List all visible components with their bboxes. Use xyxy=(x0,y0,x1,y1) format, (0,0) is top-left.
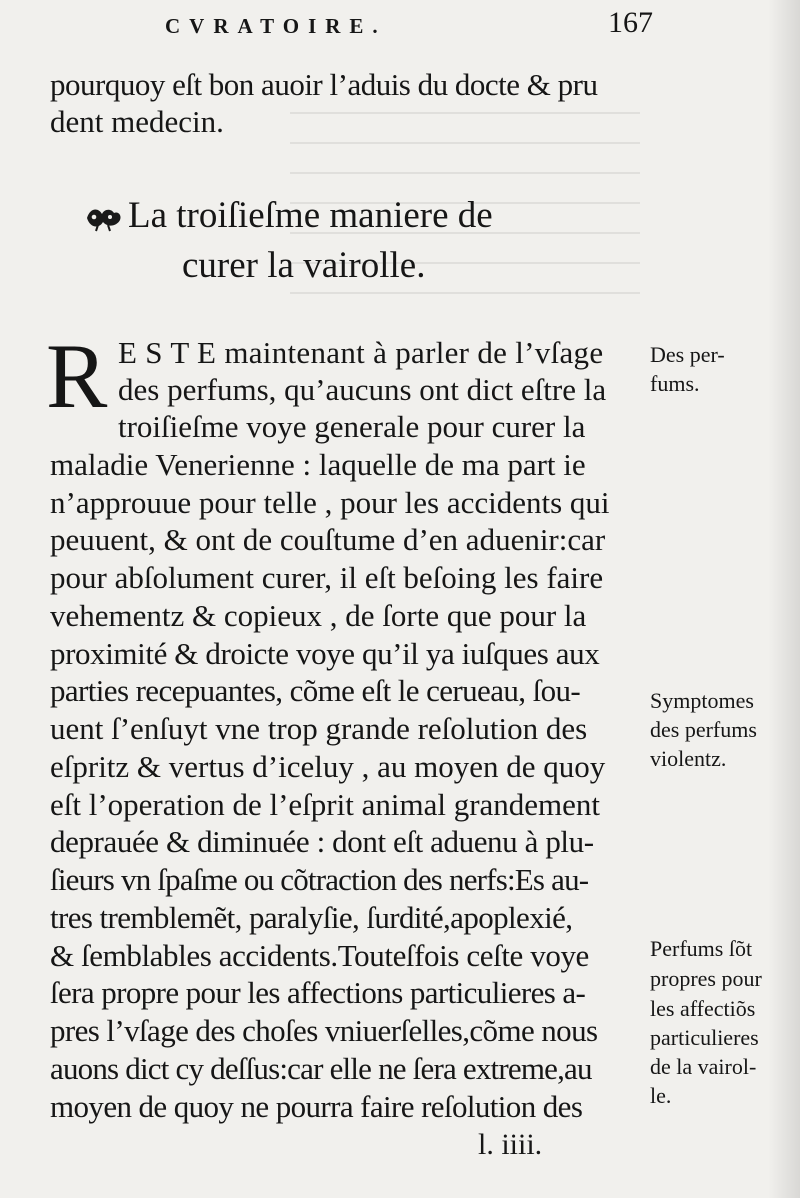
body-line: moyen de quoy ne pourra faire reſolution des xyxy=(50,1089,583,1124)
margin-note-line: Symptomes xyxy=(650,688,754,713)
body-line: ſieurs vn ſpaſme ou cõtraction des nerfs:Es au- xyxy=(50,862,589,897)
margin-note-line: particulieres xyxy=(650,1025,759,1050)
body-line: troiſieſme voye generale pour curer la xyxy=(118,409,586,444)
margin-note-line: de la vairol- xyxy=(650,1054,757,1079)
body-line: pres l’vſage des choſes vniuerſelles,cõme nous xyxy=(50,1013,598,1048)
body-line: proximité & droicte voye qu’il ya iuſques aux xyxy=(50,636,600,671)
fleuron-ornament-icon xyxy=(84,203,124,233)
body-line: E S T E maintenant à parler de l’vſage xyxy=(118,335,604,370)
body-line: deprauée & diminuée : dont eſt aduenu à plu- xyxy=(50,824,594,859)
intro-line: pourquoy eſt bon auoir l’aduis du docte & pru xyxy=(50,67,598,102)
body-line: ſera propre pour les affections particulieres a- xyxy=(50,975,586,1010)
body-line: vehementz & copieux , de ſorte que pour la xyxy=(50,598,587,633)
margin-note-line: le. xyxy=(650,1083,672,1108)
margin-note-line: fums. xyxy=(650,371,700,396)
body-line: tres tremblemẽt, paralyſie, ſurdité,apoplexié, xyxy=(50,900,573,935)
body-line: maladie Venerienne : laquelle de ma part ie xyxy=(50,447,586,482)
running-head: CVRATOIRE. xyxy=(165,14,387,38)
body-line: uent ſ’enſuyt vne trop grande reſolution des xyxy=(50,711,588,746)
drop-cap: R xyxy=(46,325,108,427)
body-line: eſpritz & vertus d’iceluy , au moyen de quoy xyxy=(50,749,606,784)
margin-note-line: propres pour xyxy=(650,966,762,991)
chapter-heading-line-2: curer la vairolle. xyxy=(182,245,426,286)
margin-note-line: Des per- xyxy=(650,342,725,367)
body-line: & ſemblables accidents.Touteſfois ceſte voye xyxy=(50,938,589,973)
chapter-heading-line-1: La troiſieſme maniere de xyxy=(128,195,493,236)
margin-note-line: des perfums xyxy=(650,717,757,742)
margin-note-line: violentz. xyxy=(650,746,727,771)
body-line: peuuent, & ont de couſtume d’en aduenir:car xyxy=(50,522,606,557)
body-line: pour abſolument curer, il eſt beſoing les faire xyxy=(50,560,604,595)
margin-note-line: les affectiõs xyxy=(650,996,756,1021)
body-line: auons dict cy deſſus:car elle ne ſera extreme,au xyxy=(50,1051,592,1086)
body-line: des perfums, qu’aucuns ont dict eſtre la xyxy=(118,372,607,407)
intro-line: dent medecin. xyxy=(50,104,224,139)
body-line: n’approuue pour telle , pour les accidents qui xyxy=(50,485,610,520)
body-line: parties recepuantes, cõme eſt le cerueau, ſou- xyxy=(50,673,581,708)
page-number: 167 xyxy=(608,6,653,39)
margin-note-line: Perfums ſõt xyxy=(650,936,753,961)
signature-mark: l. iiii. xyxy=(478,1128,543,1161)
body-line: eſt l’operation de l’eſprit animal grandement xyxy=(50,787,601,822)
